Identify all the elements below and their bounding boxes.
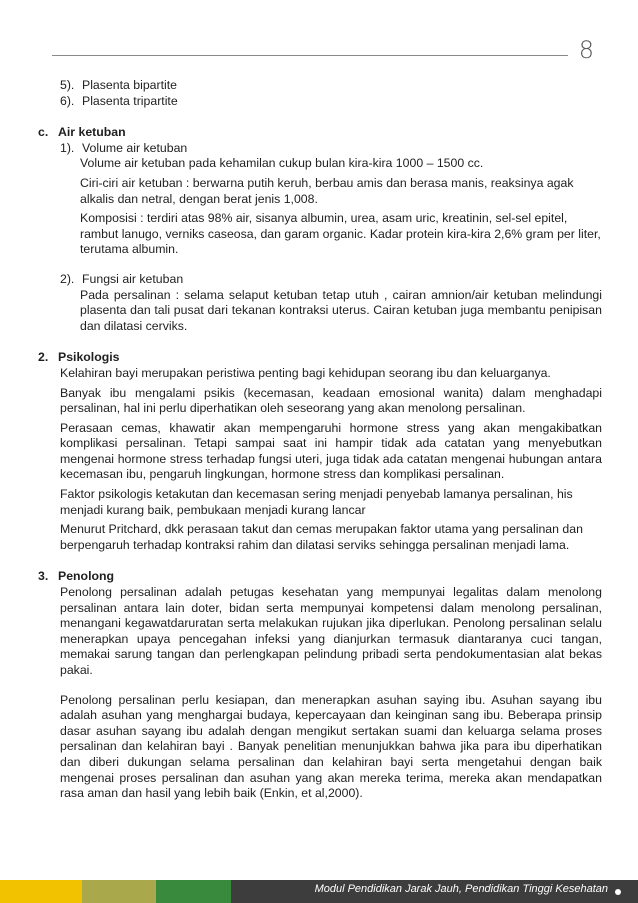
subsection-heading-fungsi [38,272,602,288]
paragraph: Penolong persalinan perlu kesiapan, dan menerapkan asuhan saying ibu. Asuhan sayang ibu adalah asuhan yang menghargai budaya, kepercayaan dan keinginan sang ibu. Beberapa prinsip dasar asuhan sayang ibu adalah dengan mengikut sertakan suami dan keluarga selama proses persalinan dan kelahiran bayi . Banyak penelitian menunjukkan bahwa jika para ibu diperhatikan dan diberi dukungan selama persalinan dan kelahiran bayi serta mengetahui dengan baik mengenai proses persalinan dan asuhan yang akan mereka terima, mereka akan mendapatkan rasa aman dan hasil yang lebih baik (Enkin, et al,2000). [60,692,602,801]
paragraph: Faktor psikologis ketakutan dan kecemasan sering menjadi penyebab lamanya persalinan, his menjadi kurang baik, pembukaan menjadi kurang lancar [60,487,573,517]
section-heading-penolong [38,569,602,585]
paragraph: Penolong persalinan adalah petugas kesehatan yang mempunyai legalitas dalam menolong persalinan antara lain doter, bidan serta mempunyai kompetensi dalam menolong persalinan, menangani kegawatdaruratan serta melakukan rujukan jika diperlukan. Penolong persalinan selalu menerapkan upaya pencegahan infeksi yang dianjurkan termasuk diantaranya cuci tangan, memakai sarung tangan dan perlengkapan pelindung pribadi serta pendokumentasian alat bekas pakai. [60,585,602,677]
page-number: 8 [578,36,594,64]
section-title: Air ketuban [58,125,126,140]
paragraph: Volume air ketuban pada kehamilan cukup bulan kira-kira 1000 – 1500 cc. [80,156,484,171]
paragraph: Kelahiran bayi merupakan peristiwa penting bagi kehidupan seorang ibu dan keluarganya. [60,365,551,380]
list-item [38,78,602,94]
list-item [38,94,602,110]
paragraph: Pada persalinan : selama selaput ketuban tetap utuh , cairan amnion/air ketuban melindungi plasenta dan tali pusat dari tekanan kontraksi uterus. Cairan ketuban juga membantu penipisan dan dilatasi cerviks. [80,287,602,333]
section-heading-air-ketuban [38,125,602,141]
subsection-title: Volume air ketuban [82,140,188,155]
list-number: 5). [60,78,75,92]
list-number: 2). [60,271,75,286]
header-rule [52,55,568,56]
footer-segment-green [156,880,231,903]
subsection-heading-volume [38,141,602,157]
list-text: Plasenta bipartite [82,78,178,92]
document-body [38,78,602,802]
footer-bullet-icon [615,889,621,895]
section-heading-psikologis [38,350,602,366]
list-text: Plasenta tripartite [82,93,178,108]
section-number: 2. [38,350,49,365]
section-title: Psikologis [58,350,120,365]
paragraph: Komposisi : terdiri atas 98% air, sisanya albumin, urea, asam uric, kreatinin, sel-sel epitel, rambut lanugo, verniks caseosa, dan garam organic. Kadar protein kira-kira 2,6% gram per liter, terutama albumin. [80,211,601,257]
paragraph: Menurut Pritchard, dkk perasaan takut dan cemas merupakan faktor utama yang persalinan dan berpengaruh terhadap kontraksi rahim dan dilatasi serviks sehingga persalinan menjadi lama. [60,522,583,552]
section-title: Penolong [58,569,115,584]
list-number: 6). [60,93,75,108]
list-number: 1). [60,140,75,155]
footer-segment-olive [82,880,156,903]
section-number: 3. [38,569,49,584]
footer-segment-yellow [0,880,82,903]
section-letter: c. [38,125,49,140]
paragraph: Ciri-ciri air ketuban : berwarna putih keruh, berbau amis dan berasa manis, reaksinya agak alkalis dan netral, dengan berat jenis 1,008. [80,175,574,206]
paragraph: Banyak ibu mengalami psikis (kecemasan, keadaan emosional wanita) dalam menghadapi persalinan, hal ini perlu diperhatikan oleh seseorang yang akan menolong persalinan. [60,385,602,416]
paragraph: Perasaan cemas, khawatir akan mempengaruhi hormone stress yang akan mengakibatkan komplikasi persalinan. Tetapi sampai saat ini hampir tidak ada catatan yang menyebutkan mengenai hormone stress terhadap fungsi uteri, juga tidak ada catatan mengenai hubungan antara kecemasan ibu, pengaruh lingkungan, hormone stress dan komplikasi persalinan. [60,420,602,482]
footer-text: Modul Pendidikan Jarak Jauh, Pendidikan Tinggi Kesehatan [314,883,608,895]
subsection-title: Fungsi air ketuban [82,271,184,286]
